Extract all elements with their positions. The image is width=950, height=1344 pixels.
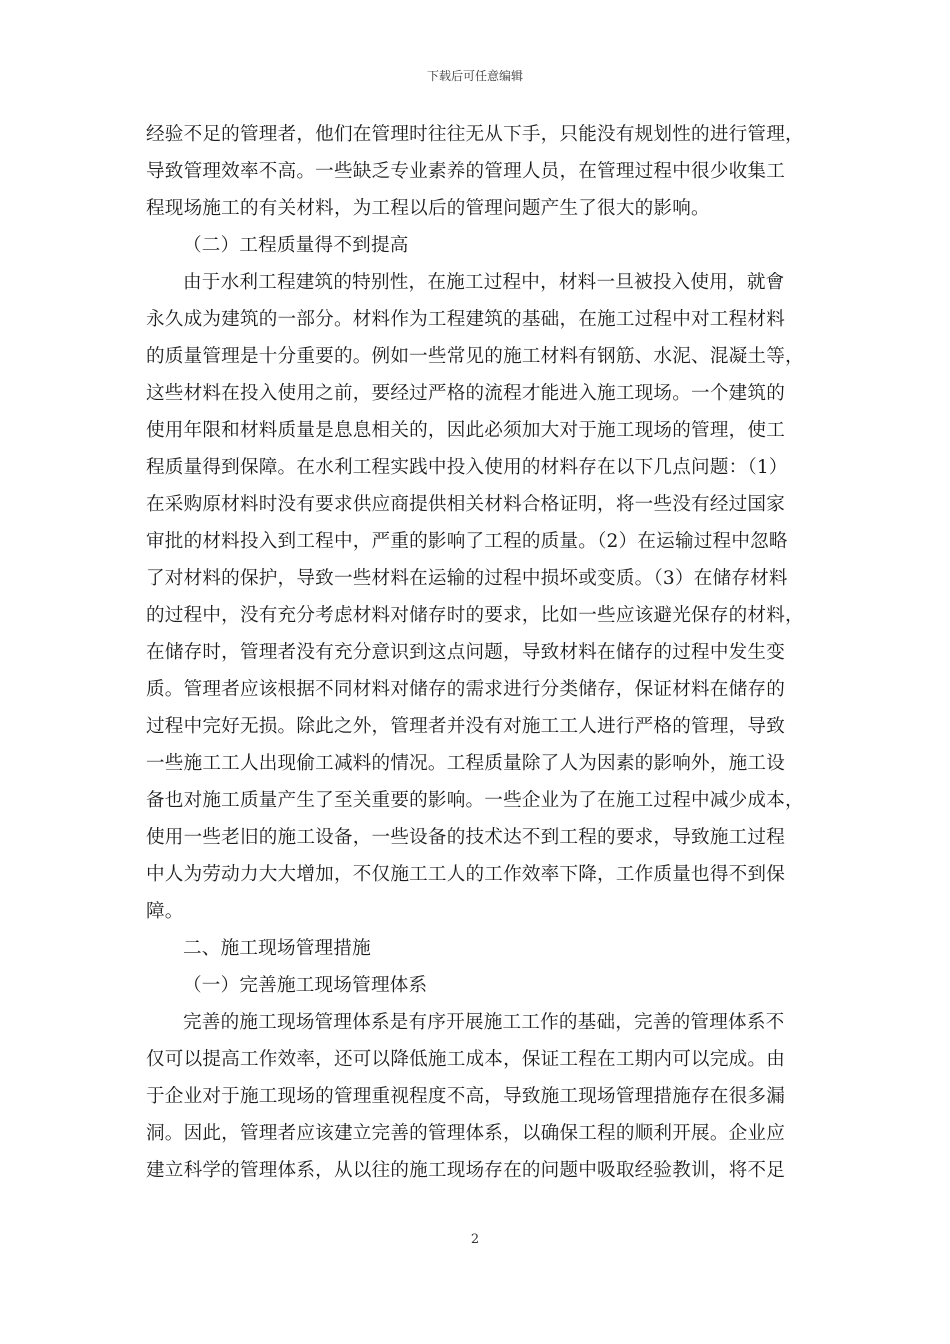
text-line: 二、施工现场管理措施 — [183, 938, 371, 959]
text-line: 程现场施工的有关材料，为工程以后的管理问题产生了很大的影响。 — [146, 198, 710, 219]
text-line: （二）工程质量得不到提高 — [183, 235, 409, 256]
page-number: 2 — [470, 1232, 480, 1247]
text-line: 的质量管理是十分重要的。例如一些常见的施工材料有钢筋、水泥、混凝土等， — [146, 346, 804, 367]
page-header: 下载后可任意编辑 — [426, 69, 523, 83]
text-line: 由于水利工程建筑的特别性，在施工过程中，材料一旦被投入使用，就會 — [183, 272, 785, 293]
text-line: 建立科学的管理体系，从以往的施工现场存在的问题中吸取经验教训，将不足 — [146, 1160, 785, 1181]
text-line: 永久成为建筑的一部分。材料作为工程建筑的基础，在施工过程中对工程材料 — [146, 309, 785, 330]
text-line: 的过程中，没有充分考虑材料对储存时的要求，比如一些应该避光保存的材料， — [146, 605, 804, 626]
text-line: 完善的施工现场管理体系是有序开展施工工作的基础，完善的管理体系不 — [183, 1012, 785, 1033]
text-line: 备也对施工质量产生了至关重要的影响。一些企业为了在施工过程中减少成本， — [146, 790, 804, 811]
text-line: 审批的材料投入到工程中，严重的影响了工程的质量。（2）在运输过程中忽略 — [146, 531, 788, 552]
text-line: 一些施工工人出现偷工减料的情况。工程质量除了人为因素的影响外，施工设 — [146, 753, 785, 774]
text-line: 障。 — [146, 901, 184, 922]
text-line: 仅可以提高工作效率，还可以降低施工成本，保证工程在工期内可以完成。由 — [146, 1049, 785, 1070]
text-line: 中人为劳动力大大增加，不仅施工工人的工作效率下降，工作质量也得不到保 — [146, 864, 785, 885]
text-line: 使用一些老旧的施工设备，一些设备的技术达不到工程的要求，导致施工过程 — [146, 827, 785, 848]
text-line: 经验不足的管理者，他们在管理时往往无从下手，只能没有规划性的进行管理， — [146, 124, 804, 145]
text-line: 质。管理者应该根据不同材料对储存的需求进行分类储存，保证材料在储存的 — [146, 679, 785, 700]
body-text — [146, 116, 810, 1189]
text-line: 洞。因此，管理者应该建立完善的管理体系，以确保工程的顺利开展。企业应 — [146, 1123, 785, 1144]
text-line: 在采购原材料时没有要求供应商提供相关材料合格证明，将一些没有经过国家 — [146, 494, 785, 515]
text-line: （一）完善施工现场管理体系 — [183, 975, 428, 996]
text-line: 导致管理效率不高。一些缺乏专业素养的管理人员，在管理过程中很少收集工 — [146, 161, 785, 182]
text-line: 了对材料的保护，导致一些材料在运输的过程中损坏或变质。（3）在储存材料 — [146, 568, 788, 589]
text-line: 于企业对于施工现场的管理重视程度不高，导致施工现场管理措施存在很多漏 — [146, 1086, 785, 1107]
text-line: 使用年限和材料质量是息息相关的，因此必须加大对于施工现场的管理，使工 — [146, 420, 785, 441]
text-line: 这些材料在投入使用之前，要经过严格的流程才能进入施工现场。一个建筑的 — [146, 383, 785, 404]
text-line: 程质量得到保障。在水利工程实践中投入使用的材料存在以下几点问题：（1） — [146, 457, 788, 478]
text-line: 过程中完好无损。除此之外，管理者并没有对施工工人进行严格的管理，导致 — [146, 716, 785, 737]
text-line: 在储存时，管理者没有充分意识到这点问题，导致材料在储存的过程中发生变 — [146, 642, 785, 663]
